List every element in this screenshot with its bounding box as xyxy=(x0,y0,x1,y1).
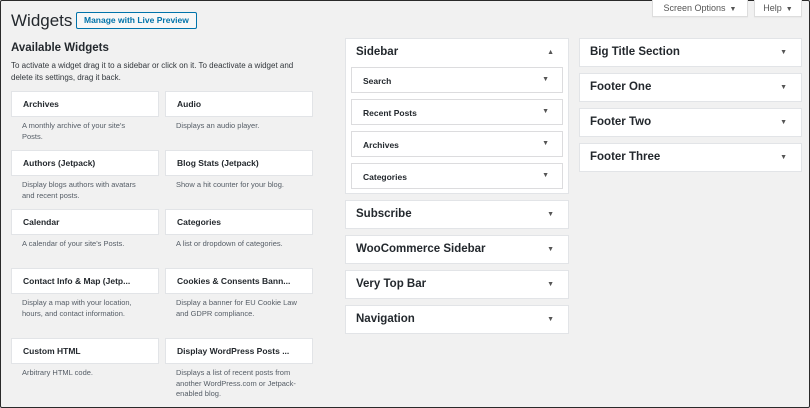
widget-description: Displays a list of recent posts from another WordPress.com or Jetpack-enabled blog. xyxy=(176,368,296,398)
widget-area-footer-two[interactable] xyxy=(579,108,802,137)
widget-title-button[interactable]: Cookies & Consents Bann... xyxy=(165,268,313,294)
widget-area-title: Navigation xyxy=(356,313,415,325)
widget-areas-column-right xyxy=(579,38,802,178)
widget-description: A list or dropdown of categories. xyxy=(176,239,283,248)
widget-title-button[interactable]: Authors (Jetpack) xyxy=(11,150,159,176)
screen-meta-links xyxy=(652,0,802,17)
chevron-down-icon[interactable]: ▼ xyxy=(547,316,554,323)
widget-area-title[interactable]: Sidebar xyxy=(356,46,399,58)
chevron-down-icon: ▼ xyxy=(785,6,793,13)
widget-description: Displays an audio player. xyxy=(176,121,260,130)
help-button[interactable] xyxy=(754,0,802,17)
chevron-down-icon[interactable]: ▼ xyxy=(780,49,787,56)
available-widgets-list xyxy=(11,91,313,397)
widget-item-authors xyxy=(11,150,159,209)
chevron-down-icon[interactable]: ▼ xyxy=(542,76,549,83)
chevron-down-icon[interactable]: ▼ xyxy=(780,154,787,161)
screen-options-label: Screen Options xyxy=(663,3,726,13)
help-label: Help xyxy=(763,3,782,13)
sidebar-widget-list xyxy=(351,67,563,195)
available-widgets-description: To activate a widget drag it to a sidebar or click on it. To deactivate a widget and delete its settings, drag it back. xyxy=(11,61,294,82)
chevron-down-icon[interactable]: ▼ xyxy=(547,246,554,253)
widget-title-button[interactable]: Blog Stats (Jetpack) xyxy=(165,150,313,176)
widget-description: Display blogs authors with avatars and recent posts. xyxy=(22,180,136,200)
widget-item-blog-stats xyxy=(165,150,313,209)
manage-live-preview-button[interactable]: Manage with Live Preview xyxy=(76,12,197,29)
widget-item-contact-info xyxy=(11,268,159,338)
widget-area-subscribe[interactable] xyxy=(345,200,569,229)
widget-title-button[interactable]: Archives xyxy=(11,91,159,117)
widget-area-very-top-bar[interactable] xyxy=(345,270,569,299)
widget-description: Show a hit counter for your blog. xyxy=(176,180,284,189)
chevron-down-icon: ▼ xyxy=(729,6,737,13)
sidebar-widget-archives[interactable] xyxy=(351,131,563,157)
widget-area-footer-one[interactable] xyxy=(579,73,802,102)
widget-description: Display a banner for EU Cookie Law and GDPR compliance. xyxy=(176,298,297,318)
widget-description: A calendar of your site's Posts. xyxy=(22,239,125,248)
sidebar-widget-label: Categories xyxy=(363,172,407,182)
chevron-up-icon[interactable]: ▲ xyxy=(547,49,554,56)
widget-area-title: WooCommerce Sidebar xyxy=(356,243,486,255)
widget-title-button[interactable]: Display WordPress Posts ... xyxy=(165,338,313,364)
chevron-down-icon[interactable]: ▼ xyxy=(542,108,549,115)
sidebar-widget-recent-posts[interactable] xyxy=(351,99,563,125)
widget-title-button[interactable]: Custom HTML xyxy=(11,338,159,364)
widget-item-archives xyxy=(11,91,159,150)
sidebar-widget-categories[interactable] xyxy=(351,163,563,189)
widget-area-big-title-section[interactable] xyxy=(579,38,802,67)
widget-item-audio xyxy=(165,91,313,150)
widget-areas-column-middle xyxy=(345,38,569,340)
widget-area-footer-three[interactable] xyxy=(579,143,802,172)
widget-area-sidebar xyxy=(345,38,569,194)
widget-area-title: Big Title Section xyxy=(590,46,680,58)
widget-area-navigation[interactable] xyxy=(345,305,569,334)
widget-title-button[interactable]: Categories xyxy=(165,209,313,235)
chevron-down-icon[interactable]: ▼ xyxy=(547,281,554,288)
sidebar-widget-label: Archives xyxy=(363,140,399,150)
widget-area-title: Footer Three xyxy=(590,151,661,163)
screen-options-button[interactable] xyxy=(652,0,748,17)
widget-item-cookies-consents xyxy=(165,268,313,338)
widget-area-woocommerce-sidebar[interactable] xyxy=(345,235,569,264)
widget-title-button[interactable]: Audio xyxy=(165,91,313,117)
widget-title-button[interactable]: Calendar xyxy=(11,209,159,235)
widget-area-title: Very Top Bar xyxy=(356,278,427,290)
widget-description: Arbitrary HTML code. xyxy=(22,368,93,377)
chevron-down-icon[interactable]: ▼ xyxy=(547,211,554,218)
widget-title-button[interactable]: Contact Info & Map (Jetp... xyxy=(11,268,159,294)
widget-item-display-wp-posts xyxy=(165,338,313,397)
widget-area-title: Footer Two xyxy=(590,116,652,128)
widget-description: Display a map with your location, hours, and contact information. xyxy=(22,298,132,318)
widget-item-custom-html xyxy=(11,338,159,397)
widget-item-calendar xyxy=(11,209,159,268)
sidebar-widget-search[interactable] xyxy=(351,67,563,93)
widget-area-title: Footer One xyxy=(590,81,652,93)
chevron-down-icon[interactable]: ▼ xyxy=(780,84,787,91)
widget-description: A monthly archive of your site's Posts. xyxy=(22,121,126,141)
chevron-down-icon[interactable]: ▼ xyxy=(780,119,787,126)
chevron-down-icon[interactable]: ▼ xyxy=(542,140,549,147)
page-title: Widgets xyxy=(11,11,73,30)
chevron-down-icon[interactable]: ▼ xyxy=(542,172,549,179)
available-widgets-title: Available Widgets xyxy=(11,42,109,54)
widget-area-title: Subscribe xyxy=(356,208,412,220)
sidebar-widget-label: Search xyxy=(363,76,392,86)
widget-item-categories xyxy=(165,209,313,268)
sidebar-widget-label: Recent Posts xyxy=(363,108,417,118)
